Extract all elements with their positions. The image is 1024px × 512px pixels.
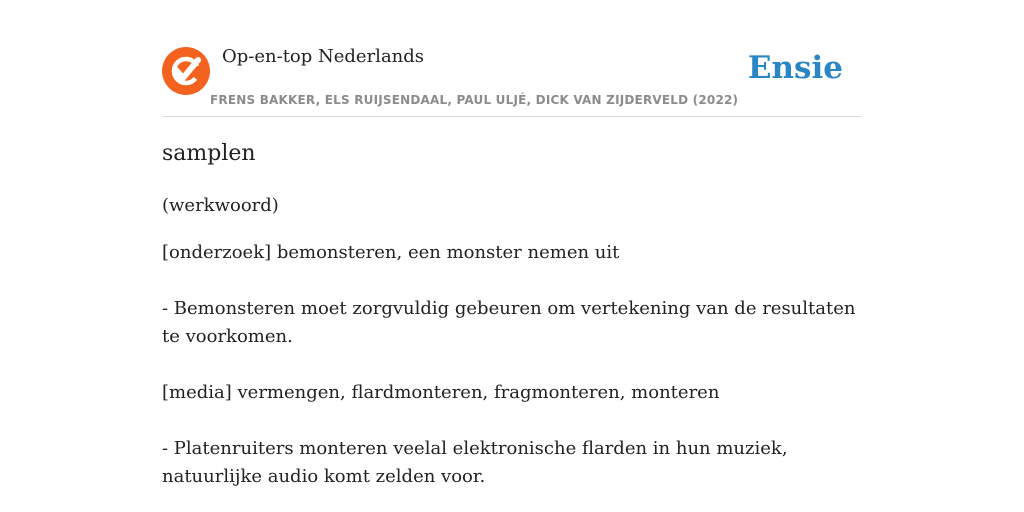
entry-content [162,138,862,491]
source-title[interactable]: Op-en-top Nederlands [222,46,425,67]
definition-line: [onderzoek] bemonsteren, een monster nemen uit [162,242,620,263]
headword: samplen [162,141,256,166]
brand-logo[interactable]: Ensie [747,50,843,86]
definition-body [162,239,862,491]
header [162,40,862,117]
example-line: - Platenruiters monteren veelal elektronische flarden in hun muziek, natuurlijke audio komt zelden voor. [162,438,788,487]
definition-line: [media] vermengen, flardmonteren, fragmonteren, monteren [162,382,720,403]
example-line: - Bemonsteren moet zorgvuldig gebeuren om vertekening van de resultaten te voorkomen. [162,298,856,347]
checkmark-circle-icon[interactable] [162,47,210,95]
part-of-speech: (werkwoord) [162,195,279,216]
authors: FRENS BAKKER, ELS RUIJSENDAAL, PAUL ULJÉ, DICK VAN ZIJDERVELD (2022) [210,93,739,107]
